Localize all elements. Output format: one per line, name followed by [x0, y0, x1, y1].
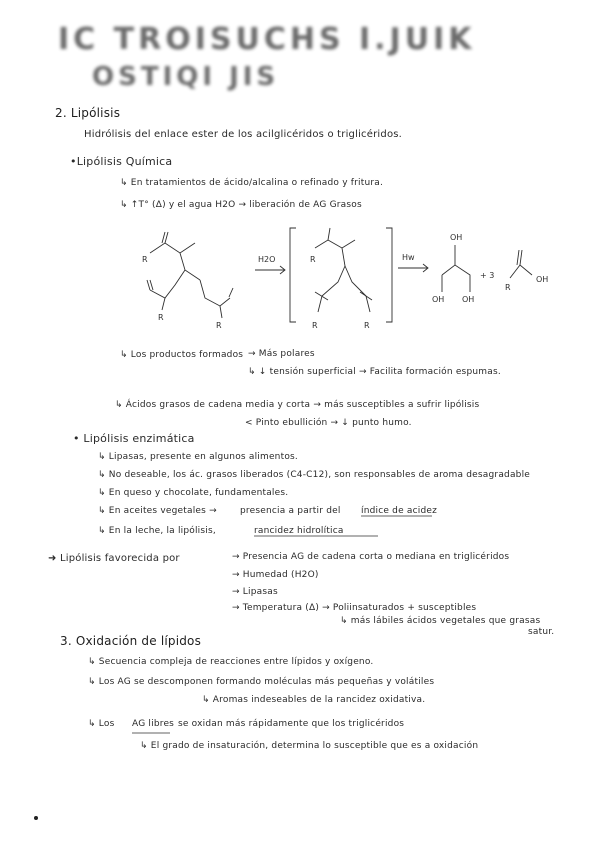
ink-dot [34, 816, 38, 820]
enzimatica-line-5a: ↳ En la leche, la lipólisis, [98, 526, 216, 536]
oxidacion-line-4c: se oxidan más rápidamente que los triglicéridos [178, 719, 405, 729]
glycerol-structure [442, 245, 470, 292]
chem-r-label-2: R [158, 313, 164, 322]
section-3-heading: 3. Oxidación de lípidos [60, 634, 202, 648]
fatty-acid-structure [510, 250, 532, 278]
mas-polares: → Más polares [248, 349, 315, 359]
quimica-line-1: ↳ En tratamientos de ácido/alcalina o refinado y fritura. [120, 178, 384, 188]
enzimatica-line-2: ↳ No deseable, los ác. grasos liberados (C4-C12), son responsables de aroma desagradable [98, 470, 531, 480]
chem-r-label-1: R [142, 255, 148, 264]
chem-r-label-5: R [312, 321, 318, 330]
oxidacion-line-1: ↳ Secuencia compleja de reacciones entre lípidos y oxígeno. [88, 657, 374, 667]
indice-de-acidez: índice de acidez [361, 506, 438, 516]
favorecida-item-3: → Lipasas [232, 587, 278, 597]
chem-hw-label: Hw [402, 253, 415, 262]
lipolisis-enzimatica-heading: • Lipólisis enzimática [73, 432, 195, 445]
intermediate-structure [315, 228, 372, 312]
chem-h2o-label: H2O [258, 255, 276, 264]
triglyceride-structure [147, 232, 233, 318]
punto-ebullicion: < Pinto ebullición → ↓ punto humo. [245, 418, 412, 428]
enzimatica-line-4b: presencia a partir del [240, 506, 341, 516]
favorecida-item-4: → Temperatura (Δ) → Poliinsaturados + susceptibles [232, 603, 477, 613]
chem-r-label-4: R [310, 255, 316, 264]
enzimatica-line-3: ↳ En queso y chocolate, fundamentales. [98, 488, 289, 498]
chem-oh-label-4: OH [536, 275, 549, 284]
favorecida-item-1: → Presencia AG de cadena corta o mediana en triglicéridos [232, 552, 510, 562]
favorecida-item-2: → Humedad (H2O) [232, 570, 319, 580]
lipolisis-quimica-heading: •Lipólisis Química [70, 155, 173, 168]
ag-libres: AG libres [132, 719, 175, 729]
section-2-heading: 2. Lipólisis [55, 106, 121, 120]
productos-formados: ↳ Los productos formados [120, 350, 244, 360]
oxidacion-line-5: ↳ El grado de insaturación, determina lo susceptible que es a oxidación [140, 741, 479, 751]
section-2-intro: Hidrólisis del enlace ester de los acilglicéridos o triglicéridos. [84, 129, 403, 140]
enzimatica-line-1: ↳ Lipasas, presente en algunos alimentos. [98, 452, 298, 462]
blurred-title-line-1: IC TROISUCHS I.JUIK [58, 22, 476, 57]
oxidacion-line-2: ↳ Los AG se descomponen formando moléculas más pequeñas y volátiles [88, 677, 435, 687]
oxidacion-line-4a: ↳ Los [88, 719, 115, 729]
oxidacion-line-3: ↳ Aromas indeseables de la rancidez oxidativa. [202, 695, 426, 705]
chem-r-label-3: R [216, 321, 222, 330]
enzimatica-line-4a: ↳ En aceites vegetales → [98, 506, 217, 516]
chem-oh-label-1: OH [450, 233, 463, 242]
acidos-grasos-cadena-media: ↳ Ácidos grasos de cadena media y corta → más susceptibles a sufrir lipólisis [115, 400, 480, 410]
tension-superficial: ↳ ↓ tensión superficial → Facilita formación espumas. [248, 367, 501, 377]
chem-r-label-7: R [505, 283, 511, 292]
rancidez-hidrolitica: rancidez hidrolítica [254, 526, 344, 536]
chem-r-label-6: R [364, 321, 370, 330]
chem-plus-3-label: + 3 [480, 271, 495, 280]
chem-oh-label-3: OH [462, 295, 475, 304]
lipolisis-favorecida-por: ➜ Lipólisis favorecida por [48, 553, 180, 564]
favorecida-item-4c: satur. [528, 627, 555, 637]
blurred-title-line-2: OSTIQI JIS [92, 62, 280, 92]
chem-oh-label-2: OH [432, 295, 445, 304]
quimica-line-2: ↳ ↑T° (Δ) y el agua H2O → liberación de AG Grasos [120, 200, 362, 210]
favorecida-item-4b: ↳ más lábiles ácidos vegetales que grasas [340, 616, 541, 626]
